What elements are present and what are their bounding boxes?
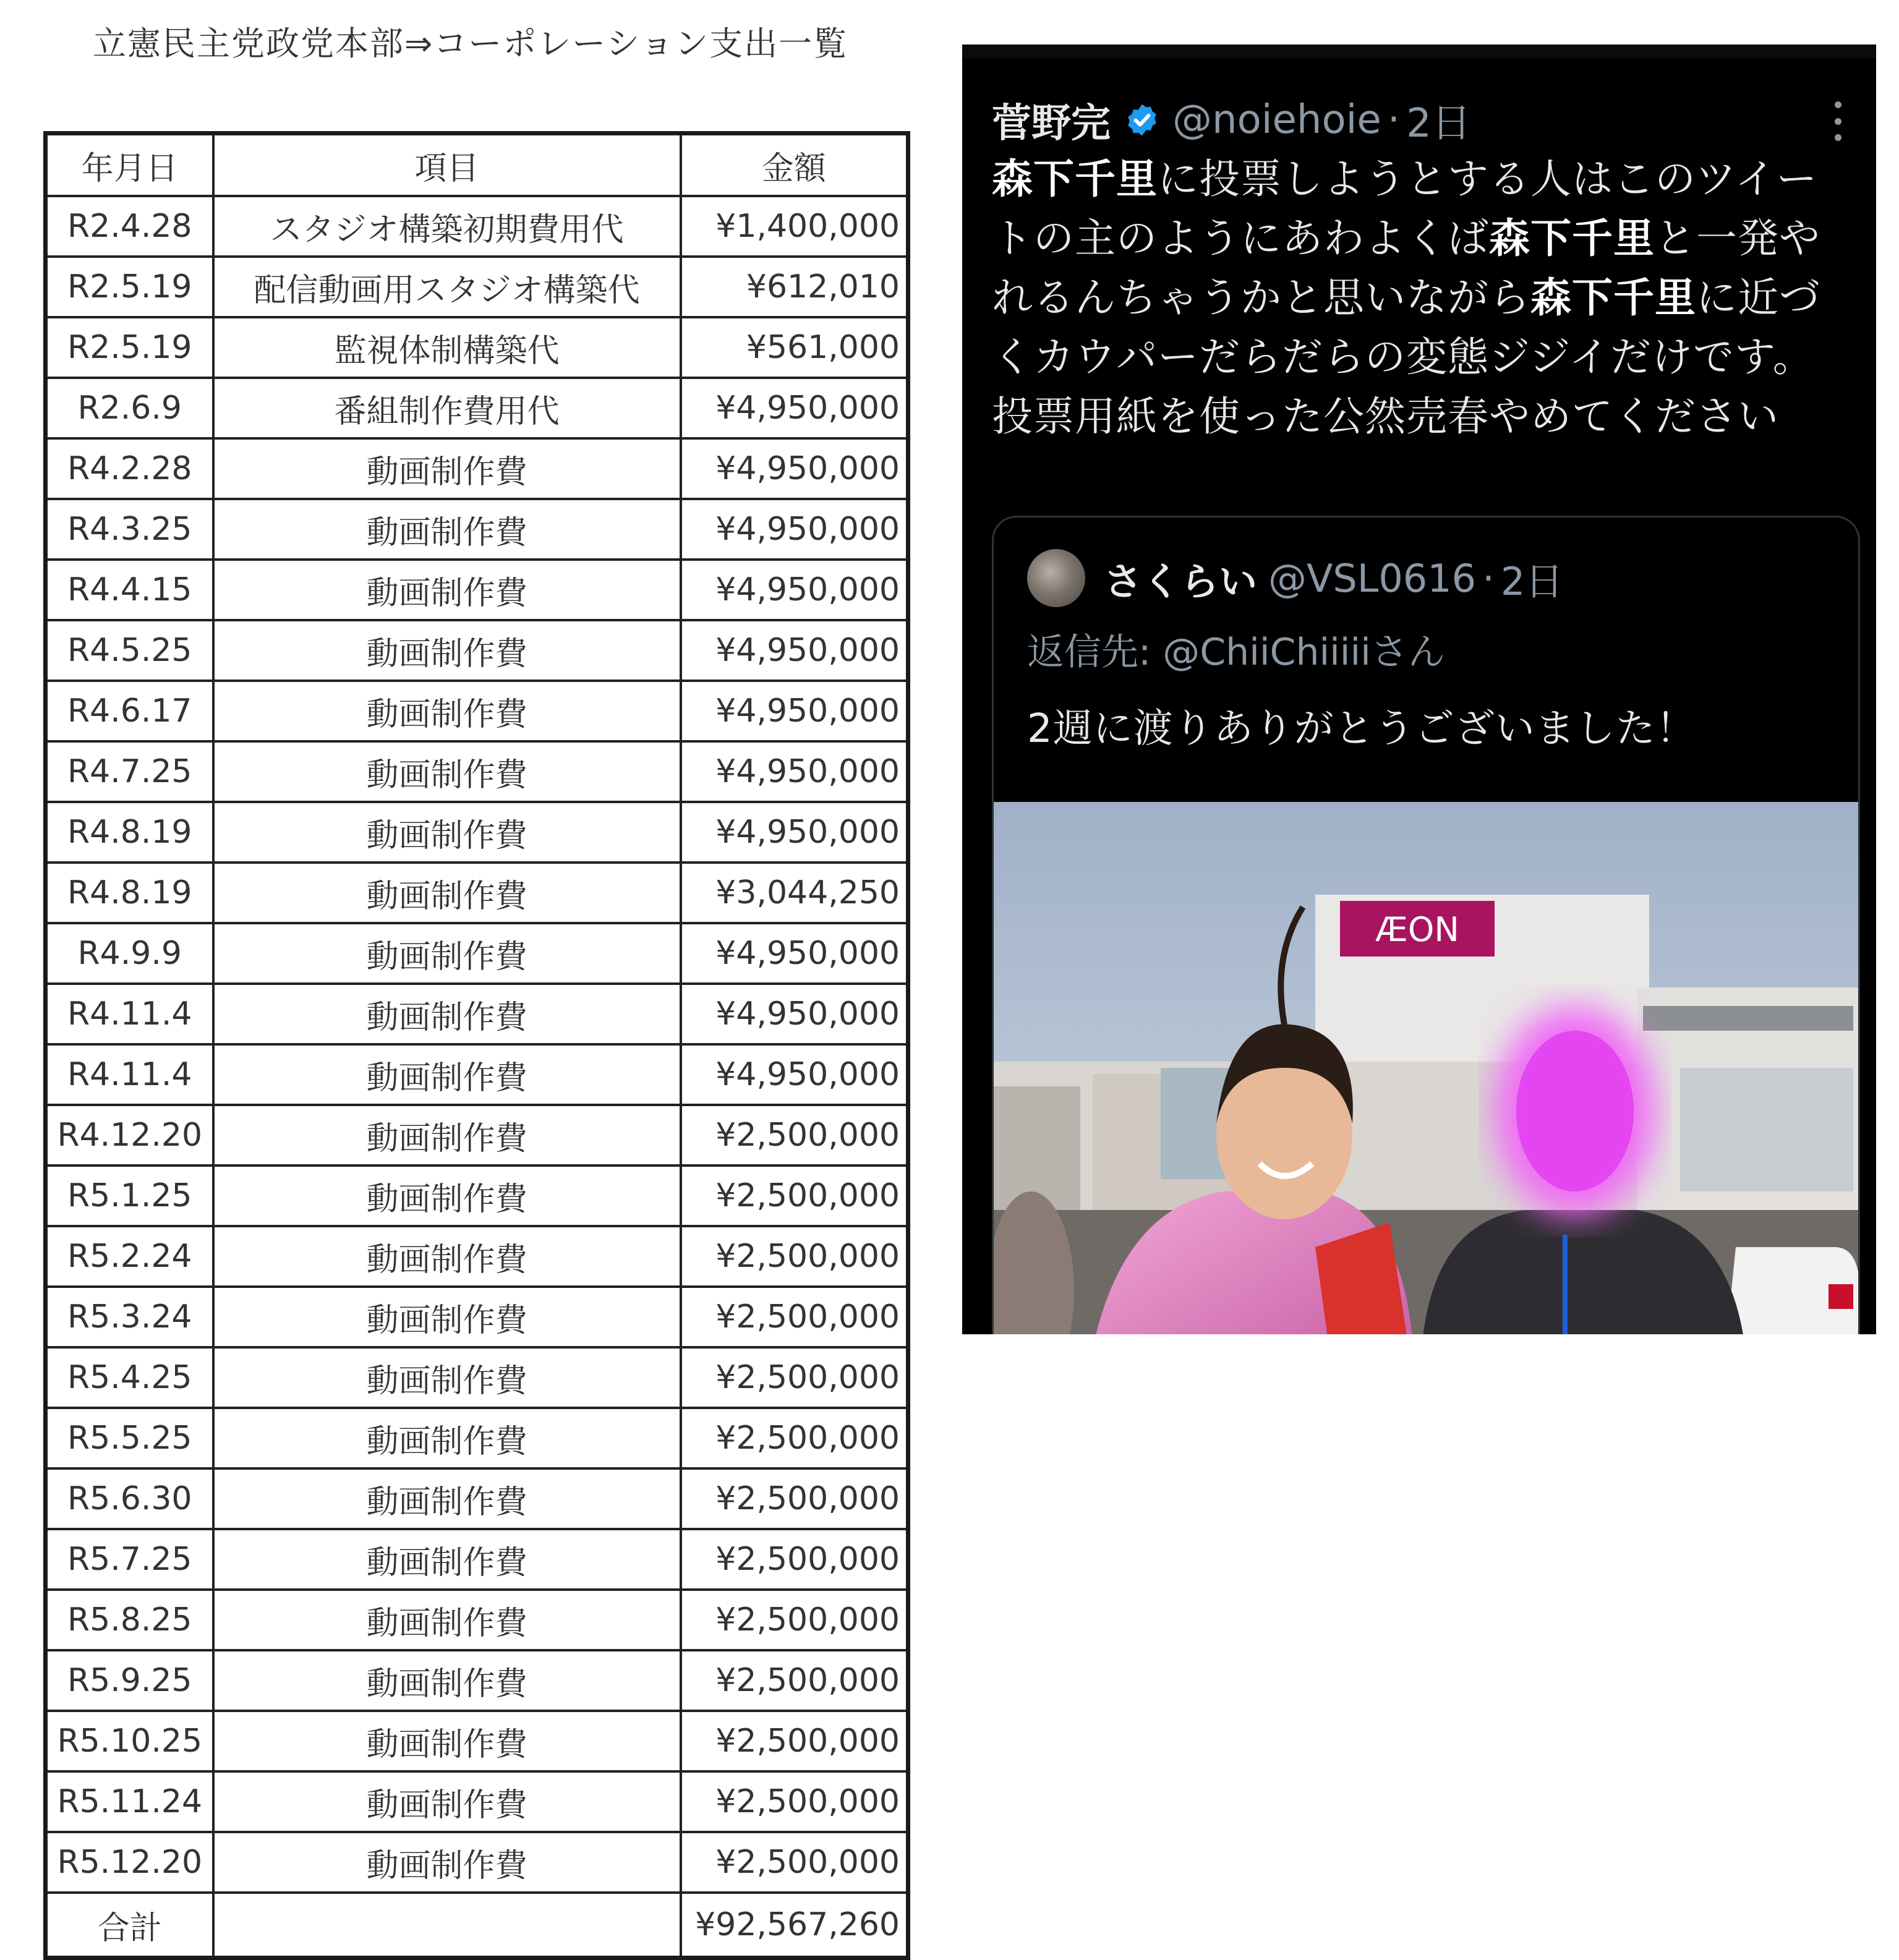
total-item — [213, 1893, 681, 1958]
table-cell-amount: ¥4,950,000 — [681, 438, 908, 499]
table-cell-date: R4.11.4 — [46, 1044, 213, 1105]
expense-table — [43, 131, 910, 1960]
table-row — [46, 984, 908, 1044]
table-row — [46, 1044, 908, 1105]
table-cell-item: スタジオ構築初期費用代 — [213, 196, 681, 257]
table-row — [46, 1468, 908, 1529]
table-cell-date: R5.9.25 — [46, 1650, 213, 1711]
table-cell-amount: ¥4,950,000 — [681, 378, 908, 438]
table-cell-amount: ¥2,500,000 — [681, 1347, 908, 1408]
table-cell-date: R5.5.25 — [46, 1408, 213, 1468]
total-amount: ¥92,567,260 — [681, 1893, 908, 1958]
tweet-body-text: に投票しようとする人はこのツイートの主のようにあわよくば — [992, 155, 1818, 262]
table-row — [46, 681, 908, 741]
table-row — [46, 1408, 908, 1468]
table-row — [46, 257, 908, 317]
tweet-body-highlight: 森下千里 — [992, 155, 1158, 203]
table-total-row — [46, 1893, 908, 1958]
total-label: 合計 — [46, 1893, 213, 1958]
table-row — [46, 741, 908, 802]
more-vertical-icon[interactable] — [1832, 101, 1844, 141]
table-cell-date: R5.3.24 — [46, 1287, 213, 1347]
table-cell-date: R4.12.20 — [46, 1105, 213, 1165]
quote-time[interactable]: 2日 — [1500, 558, 1564, 604]
table-cell-date: R4.3.25 — [46, 499, 213, 560]
table-cell-item: 動画制作費 — [213, 1832, 681, 1893]
table-cell-date: R2.4.28 — [46, 196, 213, 257]
table-cell-item: 動画制作費 — [213, 1347, 681, 1408]
table-row — [46, 1650, 908, 1711]
table-row — [46, 378, 908, 438]
table-row — [46, 438, 908, 499]
table-cell-item: 監視体制構築代 — [213, 317, 681, 378]
table-cell-amount: ¥2,500,000 — [681, 1468, 908, 1529]
table-row — [46, 1771, 908, 1832]
table-cell-item: 動画制作費 — [213, 620, 681, 681]
table-header-row — [46, 134, 908, 197]
tweet-body — [992, 150, 1845, 446]
tweet-header — [992, 89, 1471, 151]
tweet-body-text: と一発やれるんちゃうかと思いながら — [992, 215, 1820, 322]
tweet-time[interactable]: 2日 — [1406, 101, 1471, 147]
table-cell-date: R4.4.15 — [46, 560, 213, 620]
table-cell-item: 動画制作費 — [213, 1590, 681, 1650]
table-cell-amount: ¥4,950,000 — [681, 1044, 908, 1105]
table-row — [46, 1165, 908, 1226]
table-row — [46, 196, 908, 257]
table-cell-item: 動画制作費 — [213, 1468, 681, 1529]
table-cell-item: 動画制作費 — [213, 1711, 681, 1771]
table-cell-amount: ¥4,950,000 — [681, 741, 908, 802]
table-row — [46, 620, 908, 681]
header-amount: 金額 — [681, 134, 908, 197]
quote-separator: · — [1482, 555, 1495, 601]
table-cell-date: R2.6.9 — [46, 378, 213, 438]
tweet-separator: · — [1387, 97, 1401, 143]
tweet-body-highlight: 森下千里 — [1489, 215, 1655, 262]
table-cell-amount: ¥2,500,000 — [681, 1287, 908, 1347]
table-cell-date: R4.5.25 — [46, 620, 213, 681]
table-cell-date: R5.7.25 — [46, 1529, 213, 1590]
table-cell-date: R2.5.19 — [46, 257, 213, 317]
table-cell-date: R5.2.24 — [46, 1226, 213, 1287]
quote-author-name[interactable]: さくらい — [1104, 558, 1258, 604]
table-cell-date: R4.8.19 — [46, 802, 213, 863]
table-cell-amount: ¥4,950,000 — [681, 923, 908, 984]
table-cell-amount: ¥2,500,000 — [681, 1105, 908, 1165]
table-cell-item: 動画制作費 — [213, 681, 681, 741]
table-body — [46, 196, 908, 1893]
avatar[interactable] — [1027, 549, 1085, 607]
table-row — [46, 1105, 908, 1165]
table-cell-date: R2.5.19 — [46, 317, 213, 378]
table-cell-date: R4.11.4 — [46, 984, 213, 1044]
table-row — [46, 560, 908, 620]
quoted-tweet[interactable] — [992, 516, 1860, 1334]
table-row — [46, 1711, 908, 1771]
table-cell-item: 動画制作費 — [213, 560, 681, 620]
table-row — [46, 1287, 908, 1347]
table-cell-item: 動画制作費 — [213, 1165, 681, 1226]
table-cell-date: R4.8.19 — [46, 863, 213, 923]
table-row — [46, 863, 908, 923]
photo-sign-text: ÆON — [1375, 910, 1459, 949]
table-cell-item: 動画制作費 — [213, 1105, 681, 1165]
table-title: 立憲民主党政党本部⇒コーポレーション支出一覧 — [93, 24, 848, 63]
table-row — [46, 1832, 908, 1893]
table-cell-date: R4.2.28 — [46, 438, 213, 499]
table-cell-amount: ¥2,500,000 — [681, 1590, 908, 1650]
table-cell-item: 動画制作費 — [213, 802, 681, 863]
table-cell-item: 配信動画用スタジオ構築代 — [213, 257, 681, 317]
quote-header — [1027, 547, 1563, 609]
table-cell-item: 動画制作費 — [213, 863, 681, 923]
table-cell-amount: ¥4,950,000 — [681, 620, 908, 681]
table-cell-date: R4.9.9 — [46, 923, 213, 984]
table-cell-date: R5.10.25 — [46, 1711, 213, 1771]
table-cell-amount: ¥2,500,000 — [681, 1832, 908, 1893]
table-cell-item: 動画制作費 — [213, 923, 681, 984]
photo-icon — [994, 802, 1858, 1334]
table-cell-date: R4.6.17 — [46, 681, 213, 741]
table-cell-amount: ¥4,950,000 — [681, 560, 908, 620]
tweet-author-handle[interactable]: @noiehoie — [1172, 97, 1381, 143]
reply-to-label[interactable]: 返信先: @ChiiChiiiiiさん — [1027, 631, 1445, 674]
table-cell-item: 動画制作費 — [213, 1650, 681, 1711]
table-cell-item: 動画制作費 — [213, 438, 681, 499]
table-cell-amount: ¥4,950,000 — [681, 802, 908, 863]
verified-badge-icon — [1124, 102, 1160, 138]
table-row — [46, 1590, 908, 1650]
table-row — [46, 1347, 908, 1408]
table-cell-amount: ¥2,500,000 — [681, 1529, 908, 1590]
table-cell-item: 動画制作費 — [213, 499, 681, 560]
tweet-body-highlight: 森下千里 — [1530, 274, 1696, 322]
table-cell-item: 動画制作費 — [213, 1771, 681, 1832]
table-cell-item: 動画制作費 — [213, 1408, 681, 1468]
table-cell-amount: ¥561,000 — [681, 317, 908, 378]
table-cell-date: R5.11.24 — [46, 1771, 213, 1832]
table-cell-amount: ¥2,500,000 — [681, 1711, 908, 1771]
table-row — [46, 1226, 908, 1287]
table-cell-amount: ¥4,950,000 — [681, 984, 908, 1044]
header-date: 年月日 — [46, 134, 213, 197]
table-cell-amount: ¥2,500,000 — [681, 1165, 908, 1226]
table-cell-date: R5.1.25 — [46, 1165, 213, 1226]
table-cell-item: 番組制作費用代 — [213, 378, 681, 438]
table-cell-amount: ¥3,044,250 — [681, 863, 908, 923]
table-row — [46, 923, 908, 984]
table-cell-item: 動画制作費 — [213, 1226, 681, 1287]
table-cell-amount: ¥2,500,000 — [681, 1226, 908, 1287]
table-cell-amount: ¥4,950,000 — [681, 499, 908, 560]
tweet-author-name[interactable]: 菅野完 — [992, 101, 1111, 147]
tweet-card — [962, 45, 1876, 1334]
table-cell-item: 動画制作費 — [213, 1044, 681, 1105]
table-cell-item: 動画制作費 — [213, 741, 681, 802]
header-item: 項目 — [213, 134, 681, 197]
table-row — [46, 802, 908, 863]
table-cell-item: 動画制作費 — [213, 984, 681, 1044]
table-cell-amount: ¥1,400,000 — [681, 196, 908, 257]
table-cell-amount: ¥2,500,000 — [681, 1408, 908, 1468]
table-cell-amount: ¥612,010 — [681, 257, 908, 317]
table-cell-date: R5.6.30 — [46, 1468, 213, 1529]
table-cell-date: R5.12.20 — [46, 1832, 213, 1893]
table-cell-item: 動画制作費 — [213, 1529, 681, 1590]
table-cell-date: R4.7.25 — [46, 741, 213, 802]
table-cell-amount: ¥4,950,000 — [681, 681, 908, 741]
table-cell-date: R5.4.25 — [46, 1347, 213, 1408]
table-cell-amount: ¥2,500,000 — [681, 1650, 908, 1711]
tweet-body-text: に近づくカウパーだらだらの変態ジジイだけです。投票用紙を使った公然売春やめてください — [992, 274, 1820, 440]
quote-author-handle[interactable]: @VSL0616 — [1268, 555, 1477, 601]
table-row — [46, 1529, 908, 1590]
table-cell-item: 動画制作費 — [213, 1287, 681, 1347]
table-cell-amount: ¥2,500,000 — [681, 1771, 908, 1832]
tweet-top-divider — [962, 45, 1876, 58]
table-row — [46, 499, 908, 560]
table-cell-date: R5.8.25 — [46, 1590, 213, 1650]
quote-text: 2週に渡りありがとうございました！ — [1027, 706, 1696, 752]
table-row — [46, 317, 908, 378]
quote-photo[interactable] — [994, 802, 1858, 1334]
